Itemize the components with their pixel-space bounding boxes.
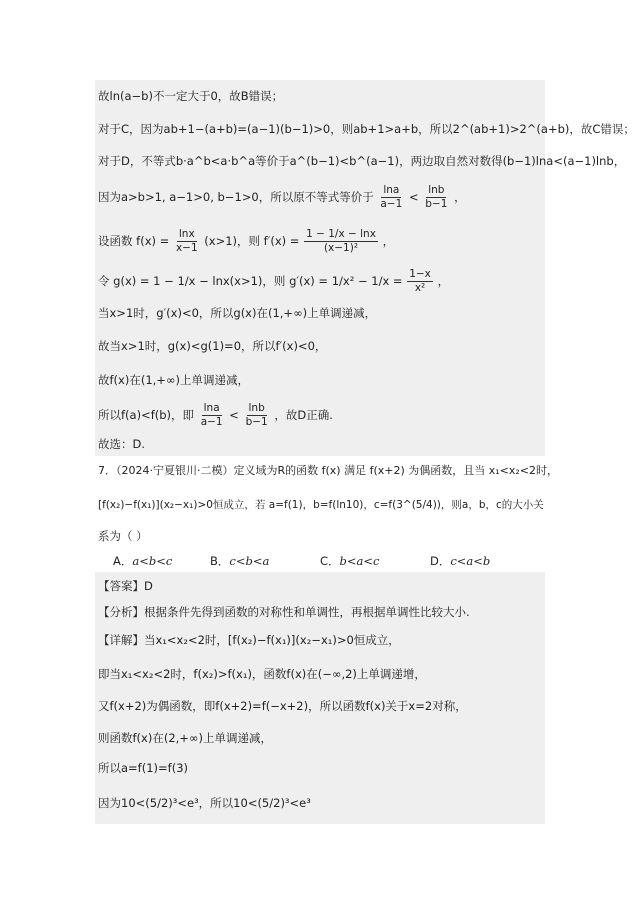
fraction: $\frac{\ln b}{b-1}$ — [425, 184, 448, 210]
fraction: $\frac{1 - 1/x - \ln x}{\text{(x−1)²}}$ — [306, 228, 376, 254]
option-d[interactable]: D．c<a<b — [430, 554, 491, 568]
detail-line-3: 又f(x+2)为偶函数，即f(x+2)=f(−x+2)，所以函数f(x)关于x=2对称， — [98, 699, 467, 713]
solution-line-5: 设函数 f(x) = $\frac{\ln x}{x-1}$ (x>1)，则 f′(x) = $\frac{1 - 1/x - \ln x}{\text{(x−1)²}}$ ， — [98, 228, 395, 254]
fraction: $\frac{\ln b}{b-1}$ — [245, 402, 268, 428]
fraction: $\frac{\ln x}{x-1}$ — [175, 228, 198, 254]
detail-line-1: 【详解】当x₁<x₂<2时，[f(x₂)−f(x₁)](x₂−x₁)>0恒成立， — [98, 633, 400, 647]
solution-line-6: 令 g(x) = 1 − 1/x − lnx(x>1)，则 g′(x) = 1/x² − 1/x = $\frac{1-x}{\text{x²}}$ ， — [98, 268, 450, 294]
fraction: $\frac{\ln a}{a-1}$ — [380, 184, 403, 210]
solution-line-1: 故ln(a−b)不一定大于0，故B错误； — [98, 89, 284, 103]
solution-line-2: 对于C，因为ab+1−(a+b)=(a−1)(b−1)>0，则ab+1>a+b，所以2^(ab+1)>2^(a+b)，故C错误； — [98, 122, 635, 136]
detail-line-4: 则函数f(x)在(2,+∞)上单调递减， — [98, 731, 272, 745]
option-b[interactable]: B．c<b<a — [210, 554, 270, 568]
analysis-line: 【分析】根据条件先得到函数的对称性和单调性，再根据单调性比较大小. — [98, 605, 470, 619]
solution-line-11: 故选：D. — [98, 437, 146, 451]
solution-line-3: 对于D，不等式b·a^b<a·b^a等价于a^(b−1)<b^(a−1)，两边取自然对数得(b−1)lna<(a−1)lnb， — [98, 154, 626, 168]
fraction: $\frac{\ln a}{a-1}$ — [200, 402, 223, 428]
solution-line-10: 所以f(a)<f(b)，即 $\frac{\ln a}{a-1}$ < $\frac{\ln b}{b-1}$ ，故D正确. — [98, 402, 333, 428]
solution-line-4: 因为a>b>1, a−1>0, b−1>0，所以原不等式等价于 $\frac{\ln a}{a-1}$ < $\frac{\ln b}{b-1}$ ， — [98, 184, 466, 210]
answer-line: 【答案】D — [98, 579, 153, 593]
question-line-1: 7．（2024·宁夏银川·二模）定义域为R的函数 f(x) 满足 f(x+2) 为偶函数，且当 x₁<x₂<2时， — [98, 464, 559, 477]
detail-line-2: 即当x₁<x₂<2时，f(x₂)>f(x₁)，函数f(x)在(−∞,2)上单调递增， — [98, 667, 426, 681]
option-a[interactable]: A．a<b<c — [113, 554, 173, 568]
fraction: $\frac{1-x}{\text{x²}}$ — [409, 268, 431, 294]
question-line-2: [f(x₂)−f(x₁)](x₂−x₁)>0恒成立，若 a=f(1)，b=f(ln10)，c=f(3^(5/4))，则a，b，c的大小关 — [98, 499, 544, 511]
detail-line-5: 所以a=f(1)=f(3) — [98, 761, 188, 775]
question-line-3: 系为（ ） — [98, 529, 148, 543]
detail-line-6: 因为10<(5/2)³<e³，所以10<(5/2)³<e³ — [98, 796, 311, 810]
solution-line-9: 故f(x)在(1,+∞)上单调递减， — [98, 373, 249, 387]
solution-line-7: 当x>1时，g′(x)<0，所以g(x)在(1,+∞)上单调递减， — [98, 306, 377, 320]
solution-line-8: 故当x>1时，g(x)<g(1)=0，所以f′(x)<0， — [98, 339, 327, 353]
option-c[interactable]: C．b<a<c — [320, 554, 380, 568]
